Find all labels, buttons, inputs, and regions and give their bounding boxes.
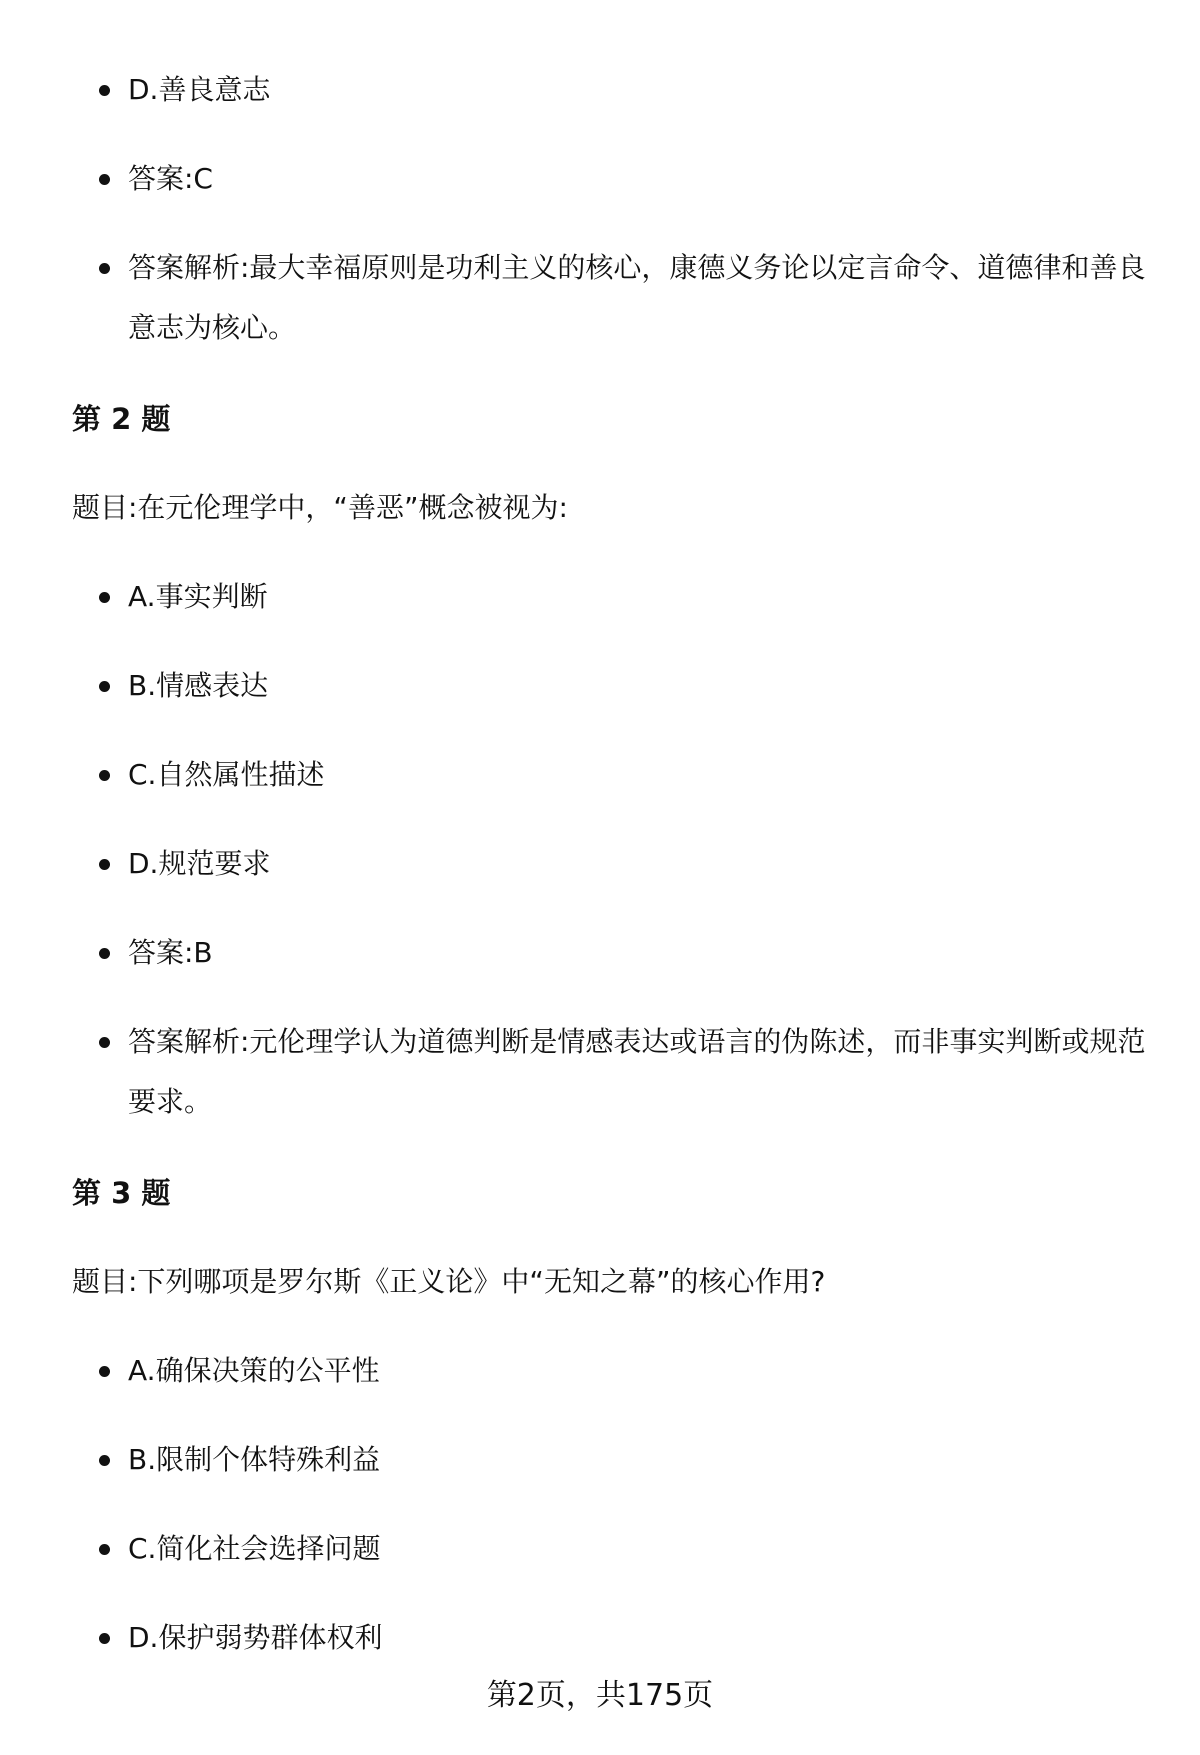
question-2-title: 第 2 题	[72, 402, 171, 436]
option-a: A.确保决策的公平性	[72, 1341, 1152, 1401]
question-3-list	[72, 1341, 1152, 1668]
question-1-tail-list	[72, 60, 1152, 358]
page-number-footer: 第2页，共175页	[486, 1678, 714, 1713]
question-2-text: 题目:在元伦理学中，“善恶”概念被视为:	[72, 491, 568, 524]
answer-explanation: 答案解析:元伦理学认为道德判断是情感表达或语言的伪陈述，而非事实判断或规范要求。	[72, 1012, 1152, 1132]
answer-explanation: 答案解析:最大幸福原则是功利主义的核心，康德义务论以定言命令、道德律和善良意志为核心。	[72, 238, 1152, 358]
option-c: C.简化社会选择问题	[72, 1519, 1152, 1579]
question-3-text: 题目:下列哪项是罗尔斯《正义论》中“无知之幕”的核心作用?	[72, 1265, 826, 1298]
option-d: D.保护弱势群体权利	[72, 1608, 1152, 1668]
option-d: D.善良意志	[72, 60, 1152, 120]
option-c: C.自然属性描述	[72, 745, 1152, 805]
option-d: D.规范要求	[72, 834, 1152, 894]
question-2-list	[72, 567, 1152, 1132]
answer: 答案:B	[72, 923, 1152, 983]
option-b: B.限制个体特殊利益	[72, 1430, 1152, 1490]
option-a: A.事实判断	[72, 567, 1152, 627]
answer: 答案:C	[72, 149, 1152, 209]
page-content	[72, 60, 1152, 1697]
option-b: B.情感表达	[72, 656, 1152, 716]
question-3-title: 第 3 题	[72, 1176, 171, 1210]
